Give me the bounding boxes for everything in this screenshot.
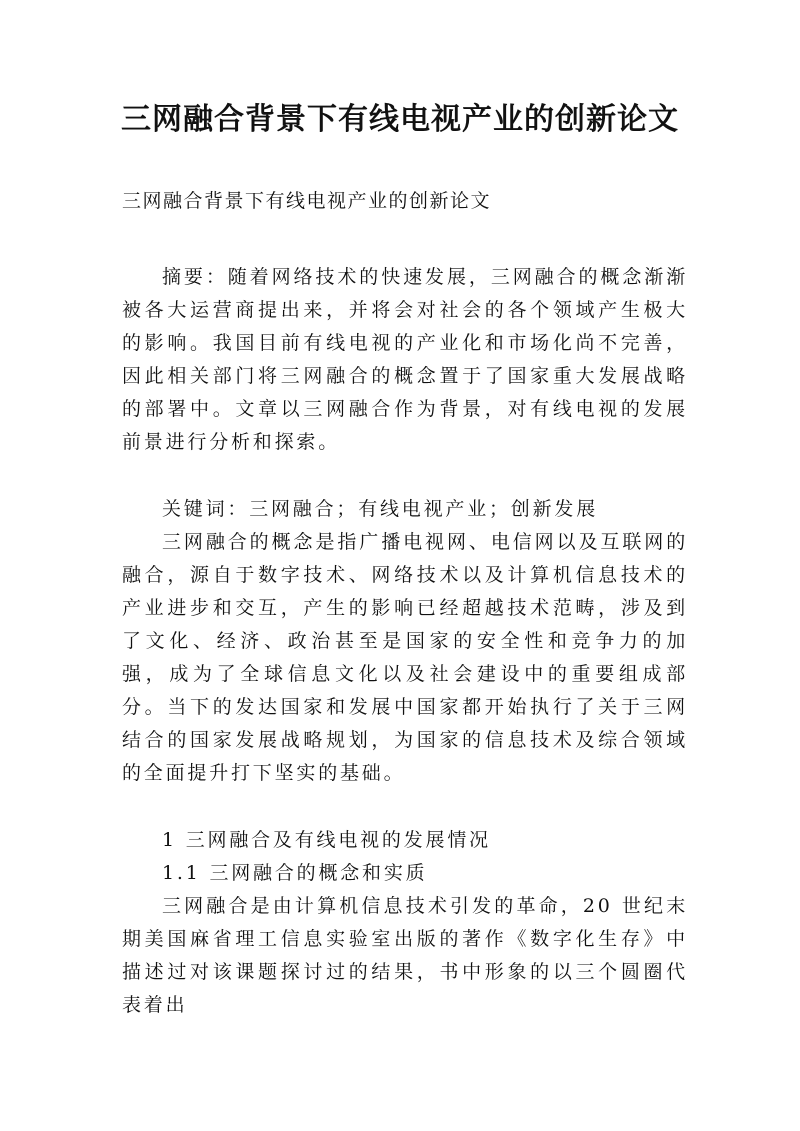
- abstract-paragraph: 摘要：随着网络技术的快速发展，三网融合的概念渐渐被各大运营商提出来，并将会对社会的各个领域产生极大的影响。我国目前有线电视的产业化和市场化尚不完善，因此相关部门将三网融合的概念置于了国家重大发展战略的部署中。文章以三网融合作为背景，对有线电视的发展前景进行分析和探索。: [122, 266, 688, 453]
- section-heading-1: 1 三网融合及有线电视的发展情况: [162, 829, 491, 851]
- section-heading-1-1: 1.1 三网融合的概念和实质: [162, 862, 428, 884]
- concept-paragraph: 三网融合的概念是指广播电视网、电信网以及互联网的融合，源自于数字技术、网络技术以及计算机信息技术的产业进步和交互，产生的影响已经超越技术范畴，涉及到了文化、经济、政治甚至是国家的安全性和竞争力的加强，成为了全球信息文化以及社会建设中的重要组成部分。当下的发达国家和发展中国家都开始执行了关于三网结合的国家发展战略规划，为国家的信息技术及综合领域的全面提升打下坚实的基础。: [122, 531, 688, 784]
- document-subtitle: 三网融合背景下有线电视产业的创新论文: [122, 190, 492, 212]
- keywords-paragraph: 关键词：三网融合；有线电视产业；创新发展: [162, 498, 599, 520]
- section-1-1-paragraph: 三网融合是由计算机信息技术引发的革命，20 世纪末期美国麻省理工信息实验室出版的著作《数字化生存》中描述过对该课题探讨过的结果，书中形象的以三个圆圈代表着出: [122, 895, 688, 1016]
- document-title: 三网融合背景下有线电视产业的创新论文: [121, 102, 679, 137]
